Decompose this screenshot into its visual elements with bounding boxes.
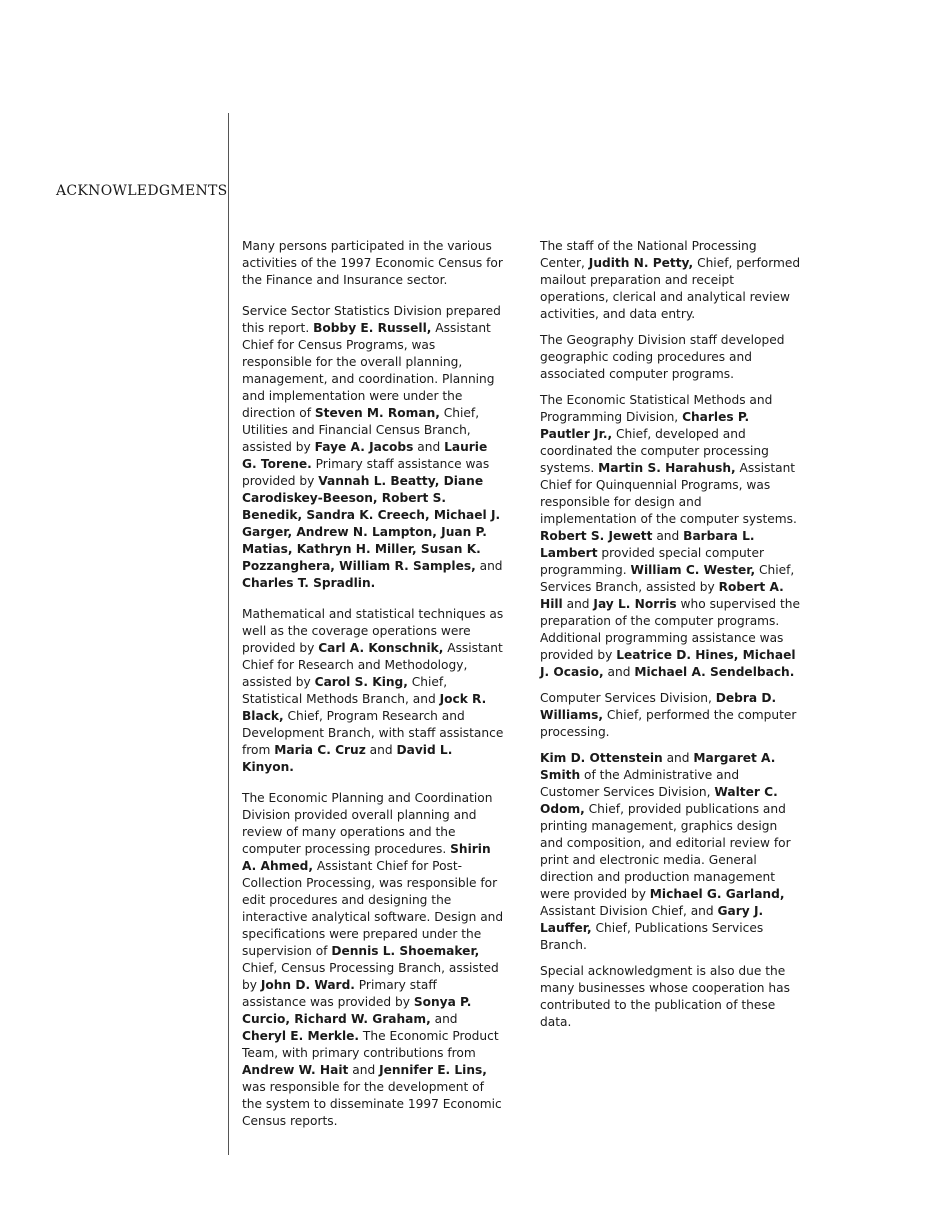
paragraph xyxy=(540,963,802,1031)
person-name: Dennis L. Shoemaker, xyxy=(331,944,480,958)
text-run: Computer Services Division, xyxy=(540,691,716,705)
person-name: Jock R. Black, xyxy=(242,692,487,723)
person-name: Robert S. Jewett xyxy=(540,529,653,543)
vertical-divider-rule xyxy=(228,113,229,1155)
text-run: Assistant Chief for Quinquennial Programs, was responsible for design and implementation of the computer systems. xyxy=(540,461,797,526)
text-run: and xyxy=(430,1012,458,1026)
text-run: Chief, Statistical Methods Branch, and xyxy=(242,675,448,706)
text-run: The Economic Planning and Coordination Division provided overall planning and review of many operations and the computer processing procedures. xyxy=(242,791,493,856)
person-name: John D. Ward. xyxy=(260,978,355,992)
person-name: Cheryl E. Merkle. xyxy=(242,1029,360,1043)
text-run: provided special computer programming. xyxy=(540,546,764,577)
person-name: Michael G. Garland, xyxy=(649,887,785,901)
person-name: David L. Kinyon. xyxy=(242,743,453,774)
person-name: Martin S. Harahush, xyxy=(598,461,736,475)
person-name: Faye A. Jacobs xyxy=(314,440,414,454)
person-name: Jay L. Norris xyxy=(593,597,677,611)
text-run: Primary staff assistance was provided by xyxy=(242,978,437,1009)
person-name: Debra D. Williams, xyxy=(540,691,777,722)
person-name: Laurie G. Torene. xyxy=(242,440,488,471)
text-run: Chief, Census Processing Branch, assisted by xyxy=(242,961,499,992)
person-name: Sonya P. Curcio, Richard W. Graham, xyxy=(242,995,472,1026)
text-run: Service Sector Statistics Division prepared this report. xyxy=(242,304,501,335)
text-run: and xyxy=(652,529,684,543)
right-text-column xyxy=(540,238,802,1040)
paragraph xyxy=(540,750,802,954)
text-run: Assistant Division Chief, and xyxy=(540,904,718,918)
paragraph xyxy=(540,690,802,741)
text-run: and xyxy=(348,1063,380,1077)
text-run: The Economic Product Team, with primary contributions from xyxy=(242,1029,499,1060)
text-run: Assistant Chief for Post-Collection Processing, was responsible for edit procedures and designing the interactive analytical software. Design and specifications were prepared under the supervision of xyxy=(242,859,504,958)
left-text-column xyxy=(242,238,504,1144)
text-run: Mathematical and statistical techniques as well as the coverage operations were provided by xyxy=(242,607,504,655)
person-name: Steven M. Roman, xyxy=(314,406,440,420)
person-name: Michael A. Sendelbach. xyxy=(634,665,795,679)
text-run: and xyxy=(562,597,594,611)
person-name: Robert A. Hill xyxy=(540,580,784,611)
section-title: ACKNOWLEDGMENTS xyxy=(56,183,228,199)
text-run: and xyxy=(475,559,503,573)
text-run: Chief, Program Research and Development Branch, with staff assistance from xyxy=(242,709,504,757)
text-run: The Economic Statistical Methods and Programming Division, xyxy=(540,393,773,424)
text-run: Chief, provided publications and printing management, graphics design and composition, and editorial review for print and electronic media. General direction and production management were provided by xyxy=(540,802,791,901)
person-name: Charles P. Pautler Jr., xyxy=(540,410,750,441)
text-run: who supervised the preparation of the computer programs. Additional programming assistance was provided by xyxy=(540,597,800,662)
person-name: Jennifer E. Lins, xyxy=(379,1063,487,1077)
text-run: and xyxy=(413,440,445,454)
text-run: and xyxy=(603,665,635,679)
person-name: Maria C. Cruz xyxy=(274,743,366,757)
text-run: Many persons participated in the various activities of the 1997 Economic Census for the Finance and Insurance sector. xyxy=(242,239,503,287)
paragraph xyxy=(242,606,504,776)
text-run: and xyxy=(365,743,397,757)
text-run: Chief, performed the computer processing. xyxy=(540,708,797,739)
text-run: The Geography Division staff developed geographic coding procedures and associated computer programs. xyxy=(540,333,785,381)
text-run: Primary staff assistance was provided by xyxy=(242,457,490,488)
paragraph xyxy=(540,238,802,323)
person-name: Andrew W. Hait xyxy=(242,1063,349,1077)
person-name: Shirin A. Ahmed, xyxy=(242,842,491,873)
paragraph xyxy=(242,303,504,592)
text-run: Chief, developed and coordinated the computer processing systems. xyxy=(540,427,769,475)
person-name: Carl A. Konschnik, xyxy=(318,641,444,655)
text-run: Chief, Publications Services Branch. xyxy=(540,921,764,952)
text-run: and xyxy=(662,751,694,765)
text-run: Chief, Services Branch, assisted by xyxy=(540,563,795,594)
person-name: Charles T. Spradlin. xyxy=(242,576,376,590)
person-name: Barbara L. Lambert xyxy=(540,529,755,560)
text-run: Assistant Chief for Research and Methodology, assisted by xyxy=(242,641,503,689)
person-name: Carol S. King, xyxy=(314,675,408,689)
person-name: Margaret A. Smith xyxy=(540,751,776,782)
paragraph xyxy=(540,332,802,383)
paragraph xyxy=(242,790,504,1130)
text-run: was responsible for the development of the system to disseminate 1997 Economic Census reports. xyxy=(242,1080,502,1128)
text-run: of the Administrative and Customer Services Division, xyxy=(540,768,740,799)
person-name: Gary J. Lauffer, xyxy=(540,904,764,935)
person-name: Bobby E. Russell, xyxy=(313,321,432,335)
person-name: William C. Wester, xyxy=(630,563,756,577)
paragraph xyxy=(242,238,504,289)
person-name: Vannah L. Beatty, Diane Carodiskey-Beeson, Robert S. Benedik, Sandra K. Creech, Michael J. Garger, Andrew N. Lampton, Juan P. Matias, Kathryn H. Miller, Susan K. Pozzanghera, William R. Samples, xyxy=(242,474,501,573)
text-run: Special acknowledgment is also due the many businesses whose cooperation has contributed to the publication of these data. xyxy=(540,964,790,1029)
text-run: The staff of the National Processing Center, xyxy=(540,239,757,270)
text-run: Chief, performed mailout preparation and receipt operations, clerical and analytical review activities, and data entry. xyxy=(540,256,801,321)
person-name: Kim D. Ottenstein xyxy=(540,751,663,765)
text-run: Assistant Chief for Census Programs, was responsible for the overall planning, management, and coordination. Planning and implementation were under the direction of xyxy=(242,321,495,420)
person-name: Walter C. Odom, xyxy=(540,785,778,816)
person-name: Judith N. Petty, xyxy=(588,256,694,270)
text-run: Chief, Utilities and Financial Census Branch, assisted by xyxy=(242,406,480,454)
paragraph xyxy=(540,392,802,681)
person-name: Leatrice D. Hines, Michael J. Ocasio, xyxy=(540,648,796,679)
